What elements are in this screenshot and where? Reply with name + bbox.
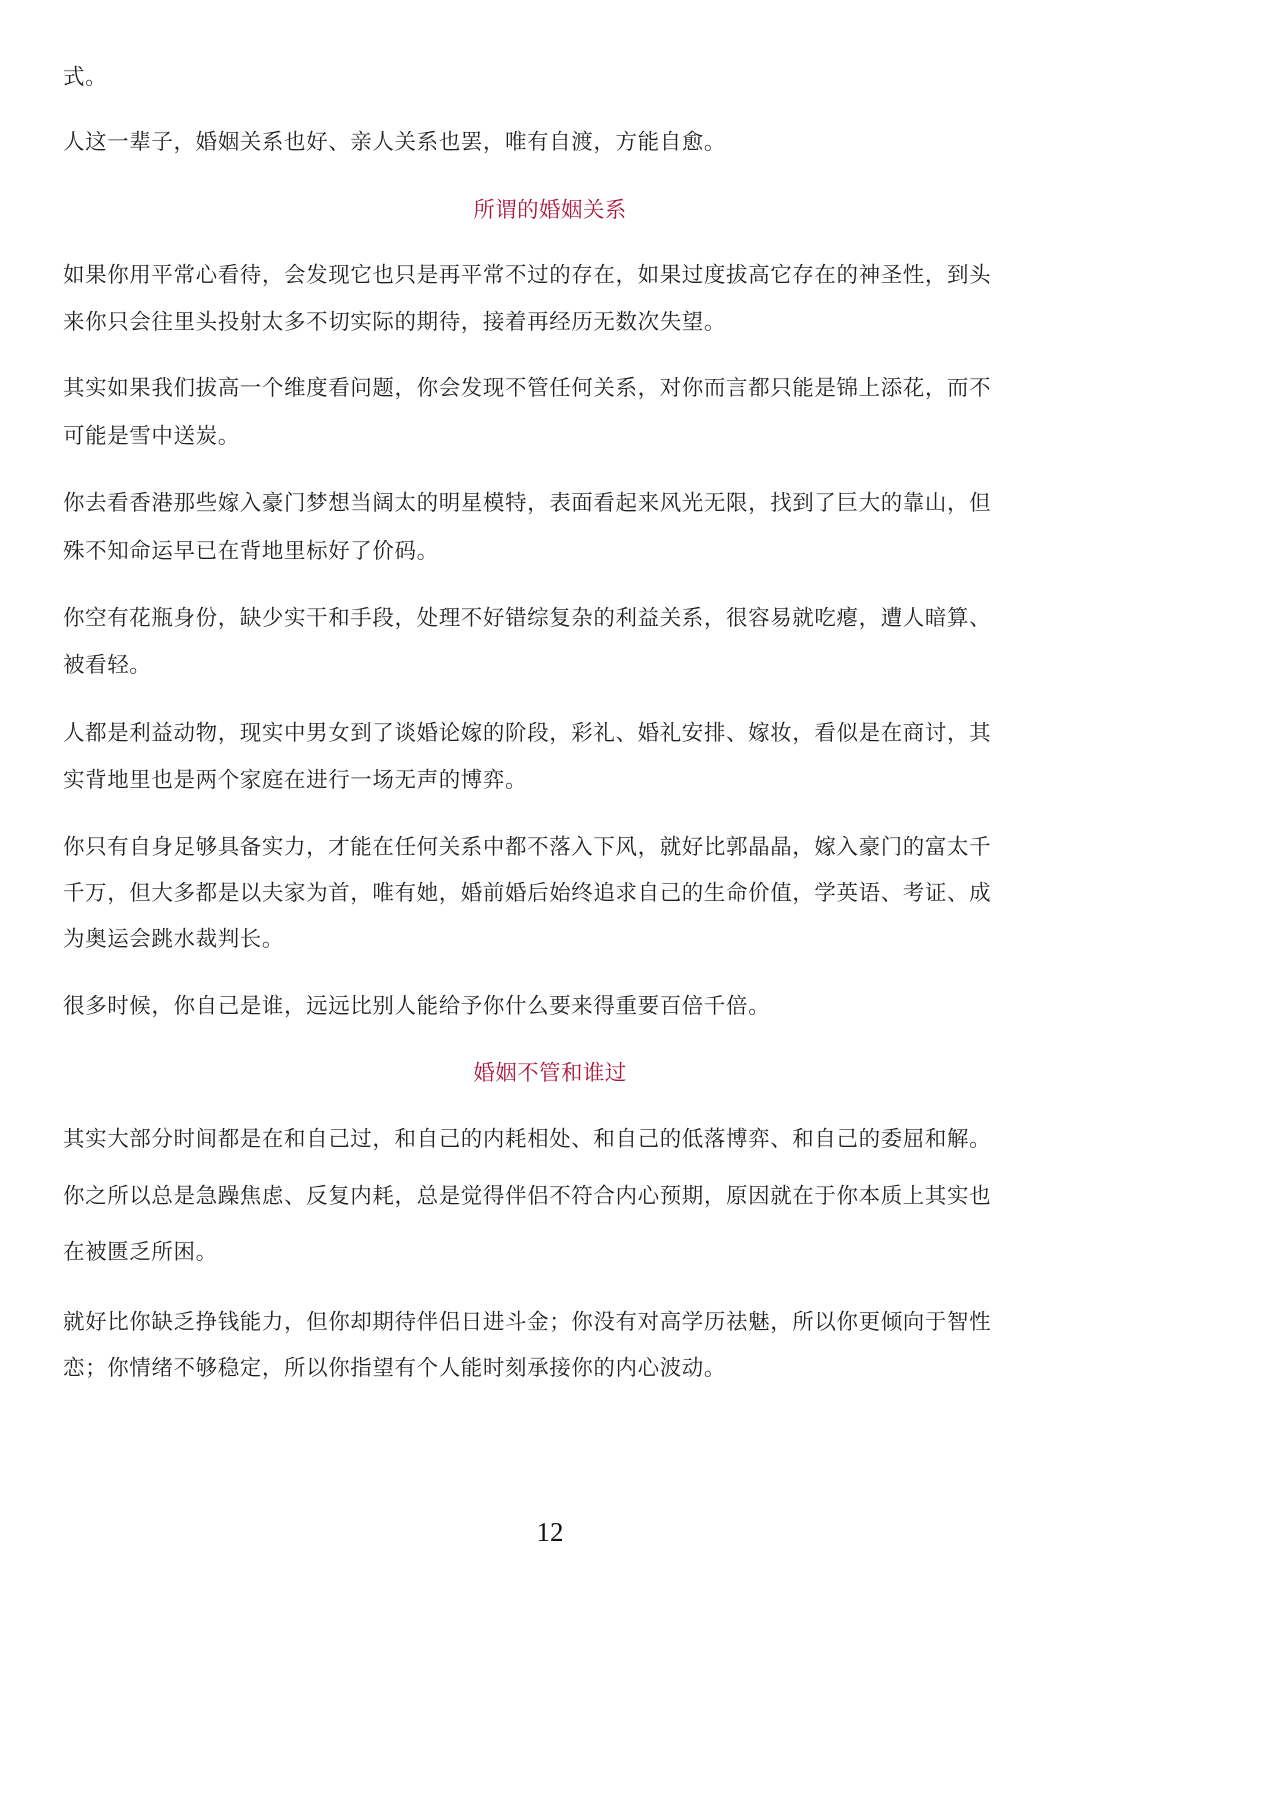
paragraph-line: 人这一辈子，婚姻关系也好、亲人关系也罢，唯有自渡，方能自愈。 xyxy=(63,130,727,155)
section-heading: 所谓的婚姻关系 xyxy=(473,198,627,223)
paragraph-line: 式。 xyxy=(63,65,108,90)
paragraph-line: 你空有花瓶身份，缺少实干和手段，处理不好错综复杂的利益关系，很容易就吃瘪，遭人暗算、 xyxy=(63,606,992,631)
paragraph-line: 千万，但大多都是以夫家为首，唯有她，婚前婚后始终追求自己的生命价值，学英语、考证、成 xyxy=(63,881,992,906)
paragraph-line: 很多时候，你自己是谁，远远比别人能给予你什么要来得重要百倍千倍。 xyxy=(63,994,771,1019)
paragraph-line: 其实大部分时间都是在和自己过，和自己的内耗相处、和自己的低落博弈、和自己的委屈和解。 xyxy=(63,1127,992,1152)
paragraph-line: 就好比你缺乏挣钱能力，但你却期待伴侣日进斗金；你没有对高学历祛魅，所以你更倾向于智性 xyxy=(63,1310,992,1335)
paragraph-line: 你之所以总是急躁焦虑、反复内耗，总是觉得伴侣不符合内心预期，原因就在于你本质上其实也 xyxy=(63,1184,992,1209)
paragraph-line: 如果你用平常心看待，会发现它也只是再平常不过的存在，如果过度拔高它存在的神圣性，到头 xyxy=(63,263,992,288)
paragraph-line: 其实如果我们拔高一个维度看问题，你会发现不管任何关系，对你而言都只能是锦上添花，而不 xyxy=(63,376,992,401)
paragraph-line: 你只有自身足够具备实力，才能在任何关系中都不落入下风，就好比郭晶晶，嫁入豪门的富太千 xyxy=(63,835,992,860)
paragraph-line: 被看轻。 xyxy=(63,653,152,678)
paragraph-line: 在被匮乏所困。 xyxy=(63,1240,218,1265)
paragraph-line: 殊不知命运早已在背地里标好了价码。 xyxy=(63,539,439,564)
paragraph-line: 恋；你情绪不够稳定，所以你指望有个人能时刻承接你的内心波动。 xyxy=(63,1356,727,1381)
section-heading: 婚姻不管和谁过 xyxy=(473,1061,627,1086)
paragraph-line: 来你只会往里头投射太多不切实际的期待，接着再经历无数次失望。 xyxy=(63,310,727,335)
paragraph-line: 你去看香港那些嫁入豪门梦想当阔太的明星模特，表面看起来风光无限，找到了巨大的靠山，但 xyxy=(63,491,992,516)
paragraph-line: 可能是雪中送炭。 xyxy=(63,424,240,449)
paragraph-line: 人都是利益动物，现实中男女到了谈婚论嫁的阶段，彩礼、婚礼安排、嫁妆，看似是在商讨，其 xyxy=(63,721,992,746)
paragraph-line: 为奥运会跳水裁判长。 xyxy=(63,927,285,952)
paragraph-line: 实背地里也是两个家庭在进行一场无声的博弈。 xyxy=(63,768,528,793)
page-number: 12 xyxy=(536,1517,564,1547)
